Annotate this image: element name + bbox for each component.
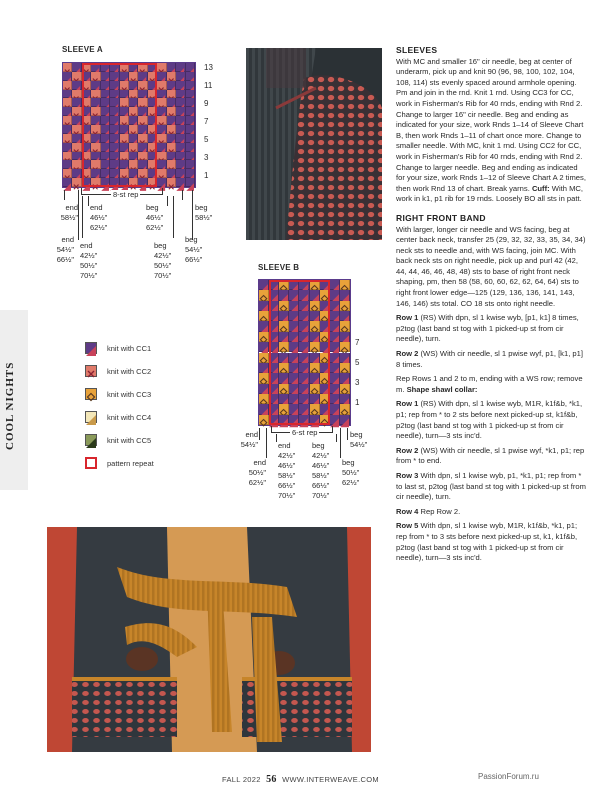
row-number: 9	[204, 99, 209, 108]
chart-cell	[330, 363, 340, 373]
chart-cell	[330, 280, 340, 290]
chart-cell	[176, 81, 185, 90]
chart-cell	[259, 353, 269, 363]
chart-cell	[63, 116, 72, 125]
chart-cell	[259, 342, 269, 352]
chart-cell	[176, 125, 185, 134]
size-label: 58½"	[195, 213, 213, 222]
chart-cell	[167, 72, 176, 81]
chart-cell	[167, 160, 176, 169]
pattern-repeat-box	[82, 63, 157, 187]
chart-cell	[157, 72, 166, 81]
chart-cell	[167, 81, 176, 90]
shape-label: Shape shawl collar:	[406, 384, 478, 394]
triangle-icon	[85, 434, 97, 446]
chart-cell	[340, 301, 350, 311]
size-label: 58½"	[60, 213, 78, 222]
chart-cell	[330, 404, 340, 414]
triangle-icon	[85, 411, 97, 423]
pattern-repeat-box	[269, 280, 330, 425]
chart-cell	[72, 98, 81, 107]
legend-label: knit with CC3	[107, 389, 152, 399]
tick	[167, 196, 168, 206]
chart-cell	[167, 98, 176, 107]
chart-cell	[157, 90, 166, 99]
row-label: Row 3	[396, 470, 419, 480]
cuff-label: Cuff:	[531, 183, 550, 193]
chart-cell	[63, 178, 72, 187]
row-text: With dpn, sl 1 kwise wyb, M1R, k1f&b, *k1, p1; rep from * to 3 sts before next picked-up st, k1, k1f&b, p2tog (last band st tog with 1 picked-up st from cir needle), turn—3 sts inc'd.	[396, 521, 578, 563]
chart-cell	[186, 134, 195, 143]
chart-cell	[176, 116, 185, 125]
size-label: 42½"	[312, 451, 330, 460]
size-label: 62½"	[90, 223, 108, 232]
chart-cell	[157, 134, 166, 143]
size-label: beg	[195, 203, 208, 212]
chart-cell	[259, 321, 269, 331]
chart-cell	[63, 81, 72, 90]
row-number: 7	[204, 117, 209, 126]
band-heading: RIGHT FRONT BAND	[396, 212, 486, 223]
chart-cell	[340, 353, 350, 363]
chart-cell	[167, 125, 176, 134]
chart-cell	[176, 63, 185, 72]
chart-cell	[176, 107, 185, 116]
tick	[259, 428, 260, 440]
chart-cell	[330, 353, 340, 363]
row-label: Row 5	[396, 521, 419, 531]
row-number: 5	[204, 135, 209, 144]
pattern-instructions	[396, 45, 586, 568]
tick	[276, 434, 277, 442]
size-label: end	[90, 203, 103, 212]
size-label: 50½"	[342, 468, 360, 477]
chart-cell	[63, 63, 72, 72]
chart-cell	[340, 394, 350, 404]
chart-cell	[259, 301, 269, 311]
chart-cell	[157, 125, 166, 134]
row-text: (WS) With cir needle, sl 1 pwise wyf, *k1, p1; rep from * to end.	[396, 445, 585, 466]
chart-cell	[72, 63, 81, 72]
tick	[266, 428, 267, 458]
chart-cell	[340, 363, 350, 373]
tick	[82, 196, 83, 238]
chart-cell	[330, 332, 340, 342]
band-row-1	[396, 313, 586, 345]
chart-cell	[186, 143, 195, 152]
chart-cell	[340, 342, 350, 352]
repeat-text: Rep Rows 1 and 2 to m, ending with a WS row; remove m.	[396, 374, 583, 394]
tick	[173, 196, 174, 238]
chart-cell	[340, 404, 350, 414]
legend-label: knit with CC1	[107, 343, 152, 353]
row-number: 5	[355, 358, 360, 367]
row-number: 3	[355, 378, 360, 387]
sleeve-a-mid-beg	[146, 203, 163, 233]
size-label: 46½"	[278, 461, 296, 470]
sleeve-a-row-numbers	[204, 63, 218, 189]
chart-cell	[186, 98, 195, 107]
legend-item	[85, 410, 151, 424]
size-label: 66½"	[278, 481, 296, 490]
legend-item	[85, 456, 154, 470]
size-label: 46½"	[90, 213, 108, 222]
chart-cell	[340, 321, 350, 331]
size-label: 58½"	[278, 471, 296, 480]
chart-cell	[176, 169, 185, 178]
size-label: 58½"	[312, 471, 330, 480]
chart-cell	[157, 152, 166, 161]
tick	[78, 190, 79, 240]
sleeve-a-chart	[62, 62, 196, 188]
page-number: 56	[266, 774, 277, 785]
sleeve-b-row-numbers	[355, 338, 369, 418]
chart-cell	[176, 72, 185, 81]
sleeve-b-rep-label: 6-st rep	[292, 428, 318, 437]
chart-cell	[157, 116, 166, 125]
chart-cell	[259, 290, 269, 300]
triangle-icon	[85, 342, 97, 354]
size-label: 62½"	[342, 478, 360, 487]
chart-cell	[330, 342, 340, 352]
size-label: 62½"	[248, 478, 266, 487]
sleeve-detail-photo	[246, 48, 382, 240]
chart-cell	[186, 169, 195, 178]
chart-cell	[259, 415, 269, 425]
diamond-icon	[85, 388, 97, 400]
sleeve-a-left-end-2	[44, 235, 74, 265]
sleeve-a-title: SLEEVE A	[62, 45, 103, 54]
chart-cell	[63, 169, 72, 178]
chart-cell	[167, 152, 176, 161]
band-paragraph: With larger, longer cir needle and WS facing, beg at center back neck, transfer 25 (29, 32, 32, 33, 35, 34, 34) neck sts to needle and, with WS facing, join MC. With back neck sts on right needle, pick up and purl 42 (42, 44, 44, 46, 46, 48, 48) sts to base of right front neck shaping, pm, then 58 (58, 60, 60, 62, 62, 64, 64) sts to right front lower edge—125 (129, 136, 136, 141, 143, 146, 146) sts total. CO 18 sts onto right needle.	[396, 224, 586, 308]
chart-cell	[157, 143, 166, 152]
chart-cell	[63, 160, 72, 169]
model-photo-illustration	[47, 527, 371, 752]
sleeve-b-chart	[258, 279, 351, 426]
size-label: 50½"	[154, 261, 172, 270]
size-label: end	[245, 430, 258, 439]
size-label: 46½"	[312, 461, 330, 470]
chart-cell	[157, 63, 166, 72]
row-label: Row 1	[396, 313, 419, 323]
size-label: 62½"	[146, 223, 164, 232]
chart-cell	[176, 152, 185, 161]
size-label: beg	[185, 235, 198, 244]
row-number: 7	[355, 338, 360, 347]
tick	[192, 190, 193, 240]
chart-cell	[167, 107, 176, 116]
sleeve-a-right-beg-2	[185, 235, 202, 265]
size-label: 50½"	[248, 468, 266, 477]
size-label: end	[65, 203, 78, 212]
chart-cell	[259, 280, 269, 290]
legend-item	[85, 364, 151, 378]
row-label: Row 2	[396, 445, 419, 455]
chart-cell	[167, 143, 176, 152]
legend-label: pattern repeat	[107, 458, 154, 468]
chart-cell	[157, 160, 166, 169]
size-label: end	[80, 241, 93, 250]
sleeve-b-left-end-2	[236, 458, 266, 488]
chart-cell	[176, 160, 185, 169]
row-text: (WS) With cir needle, sl 1 pwise wyf, p1, [k1, p1] 8 times.	[396, 349, 583, 369]
size-label: 70½"	[80, 271, 98, 280]
size-label: 54½"	[350, 440, 368, 449]
tick	[336, 434, 337, 442]
size-label: end	[253, 458, 266, 467]
size-label: end	[278, 441, 291, 450]
row-text: Rep Row 2.	[420, 506, 461, 516]
chart-cell	[186, 125, 195, 134]
sleeves-text: With MC and smaller 16" cir needle, beg at center of underarm, pick up and knit 90 (96, 98, 100, 102, 104, 108, 114) sts evenly spaced around armhole opening. Pm and join in the rnd. Knit 1 rnd. Using CC3 for CC, work in Fisherman's Rib for 40 rnds, ending with Rnd 2. Change to larger 16" cir needle. Beg and ending as indicated for your size, work Rnds 1–14 of Sleeve Chart B, then work Rnds 1–11 of chart once more. Change to smaller needle. With MC, knit 1 rnd. Using CC2 for CC, work in Fisherman's Rib for 40 rnds, ending with Rnd 2. Change to larger needle. Beg and ending as indicated for your size, work Rnds 1–12 of Sleeve Chart A 2 times, then work Rnd 13 of chart. Break yarns.	[396, 56, 586, 193]
chart-cell	[330, 290, 340, 300]
chart-cell	[167, 63, 176, 72]
chart-cell	[63, 107, 72, 116]
size-label: 66½"	[56, 255, 74, 264]
chart-cell	[167, 169, 176, 178]
chart-cell	[186, 160, 195, 169]
chart-cell	[176, 178, 185, 187]
tick	[347, 428, 348, 440]
size-label: 42½"	[278, 451, 296, 460]
chart-cell	[259, 394, 269, 404]
size-label: 42½"	[154, 251, 172, 260]
row-number: 1	[204, 171, 209, 180]
chart-cell	[63, 98, 72, 107]
chart-cell	[63, 90, 72, 99]
sleeve-b-right-beg	[350, 430, 367, 450]
legend-item	[85, 341, 151, 355]
chart-cell	[157, 107, 166, 116]
row-number: 11	[204, 81, 213, 90]
chart-cell	[72, 178, 81, 187]
row-text: With dpn, sl 1 kwise wyb, p1, *k1, p1; rep from * to last st, p2tog (last band st tog with 1 picked-up st from cir needle), turn.	[396, 470, 586, 502]
chart-cell	[186, 178, 195, 187]
repeat-box-icon	[85, 457, 97, 469]
chart-cell	[72, 134, 81, 143]
chart-cell	[259, 404, 269, 414]
chart-cell	[186, 152, 195, 161]
chart-cell	[72, 81, 81, 90]
chart-cell	[176, 98, 185, 107]
chart-cell	[259, 311, 269, 321]
chart-cell	[157, 169, 166, 178]
tick	[340, 428, 341, 458]
chart-cell	[340, 373, 350, 383]
sleeve-a-mid-beg-2	[154, 241, 171, 281]
chart-cell	[340, 332, 350, 342]
chart-cell	[72, 116, 81, 125]
sleeve-a-mid-end	[90, 203, 107, 233]
sleeve-b-left-end	[230, 430, 258, 450]
chart-cell	[186, 116, 195, 125]
chart-cell	[340, 415, 350, 425]
band-repeat	[396, 374, 586, 395]
chart-cell	[72, 90, 81, 99]
size-label: 70½"	[154, 271, 172, 280]
sleeve-b-mid-beg	[312, 441, 329, 501]
chart-cell	[72, 143, 81, 152]
chart-cell	[176, 90, 185, 99]
row-label: Row 1	[396, 399, 419, 409]
chart-cell	[186, 72, 195, 81]
chart-cell	[330, 394, 340, 404]
size-label: end	[61, 235, 74, 244]
row-label: Row 2	[396, 349, 419, 359]
size-label: 70½"	[278, 491, 296, 500]
size-label: 46½"	[146, 213, 164, 222]
size-label: 50½"	[80, 261, 98, 270]
size-label: 54½"	[240, 440, 258, 449]
sleeve-a-mid-end-2	[80, 241, 97, 281]
legend-item	[85, 433, 151, 447]
chart-cell	[63, 143, 72, 152]
legend-label: knit with CC2	[107, 366, 152, 376]
footer-website: WWW.INTERWEAVE.COM	[282, 775, 379, 784]
chart-cell	[259, 373, 269, 383]
size-label: 42½"	[80, 251, 98, 260]
chart-cell	[186, 63, 195, 72]
chart-cell	[72, 160, 81, 169]
shape-row-2	[396, 446, 586, 467]
row-text: (RS) With dpn, sl 1 kwise wyb, M1R, k1f&b, *k1, p1; rep from * to 2 sts before next picked-up st, k1f&b, p2tog (last band st tog with 1 picked-up st from cir needle), turn—3 sts inc'd.	[396, 399, 583, 441]
chart-cell	[63, 72, 72, 81]
chart-cell	[340, 384, 350, 394]
page-footer	[222, 774, 379, 785]
size-label: 70½"	[312, 491, 330, 500]
chart-cell	[330, 373, 340, 383]
chart-cell	[167, 178, 176, 187]
chart-cell	[63, 134, 72, 143]
sleeve-b-title: SLEEVE B	[258, 263, 300, 272]
sleeve-a-right-beg	[195, 203, 212, 223]
size-label: 54½"	[56, 245, 74, 254]
shape-row-5	[396, 521, 586, 563]
size-label: beg	[154, 241, 167, 250]
sleeve-b-right-beg-2	[342, 458, 359, 488]
size-label: beg	[342, 458, 355, 467]
band-row-2	[396, 349, 586, 370]
row-text: (RS) With dpn, sl 1 kwise wyb, [p1, k1] 8 times, p2tog (last band st tog with 1 picked-up st from cir needle), turn.	[396, 313, 579, 344]
chart-cell	[176, 134, 185, 143]
chart-cell	[330, 415, 340, 425]
chart-cell	[72, 125, 81, 134]
shape-row-4	[396, 507, 586, 518]
size-label: 54½"	[185, 245, 203, 254]
sleeve-detail-illustration	[246, 48, 382, 240]
model-photo	[47, 527, 371, 752]
chart-cell	[186, 90, 195, 99]
section-tab-label: COOL NIGHTS	[4, 361, 16, 450]
chart-cell	[72, 107, 81, 116]
chart-cell	[157, 178, 166, 187]
chart-cell	[176, 143, 185, 152]
chart-cell	[72, 152, 81, 161]
sleeves-heading: SLEEVES	[396, 45, 438, 55]
shape-row-3	[396, 471, 586, 503]
size-label: beg	[146, 203, 159, 212]
row-number: 3	[204, 153, 209, 162]
watermark: PassionForum.ru	[478, 772, 539, 781]
chart-cell	[330, 311, 340, 321]
size-label: 66½"	[312, 481, 330, 490]
legend-label: knit with CC4	[107, 412, 152, 422]
size-label: beg	[312, 441, 325, 450]
chart-cell	[72, 72, 81, 81]
size-label: 66½"	[185, 255, 203, 264]
chart-cell	[330, 301, 340, 311]
chart-cell	[340, 280, 350, 290]
chart-cell	[157, 81, 166, 90]
size-label: beg	[350, 430, 363, 439]
chart-cell	[72, 169, 81, 178]
chart-cell	[186, 81, 195, 90]
row-label: Row 4	[396, 506, 419, 516]
row-number: 13	[204, 63, 213, 72]
sleeve-a-left-end	[46, 203, 78, 223]
sleeve-b-mid-end	[278, 441, 295, 501]
tick	[182, 190, 183, 200]
sleeve-a-rep-label: 8-st rep	[113, 190, 139, 199]
chart-cell	[167, 134, 176, 143]
row-number: 1	[355, 398, 360, 407]
chart-cell	[340, 311, 350, 321]
chart-cell	[330, 321, 340, 331]
chart-cell	[157, 98, 166, 107]
chart-cell	[340, 290, 350, 300]
chart-cell	[259, 363, 269, 373]
chart-cell	[259, 384, 269, 394]
chart-cell	[259, 332, 269, 342]
chart-cell	[167, 90, 176, 99]
legend-label: knit with CC5	[107, 435, 152, 445]
chart-cell	[63, 152, 72, 161]
tick	[88, 196, 89, 206]
cuff-text: With MC, work in k1, p1 rib for 19 rnds. Loosely BO all sts in patt.	[396, 183, 583, 204]
tick	[64, 190, 65, 200]
chart-cell	[63, 125, 72, 134]
footer-season: FALL 2022	[222, 775, 261, 784]
x-icon	[85, 365, 97, 377]
shape-row-1	[396, 399, 586, 441]
chart-cell	[186, 107, 195, 116]
sleeves-paragraph	[396, 57, 586, 205]
chart-cell	[167, 116, 176, 125]
chart-cell	[330, 384, 340, 394]
legend-item	[85, 387, 151, 401]
